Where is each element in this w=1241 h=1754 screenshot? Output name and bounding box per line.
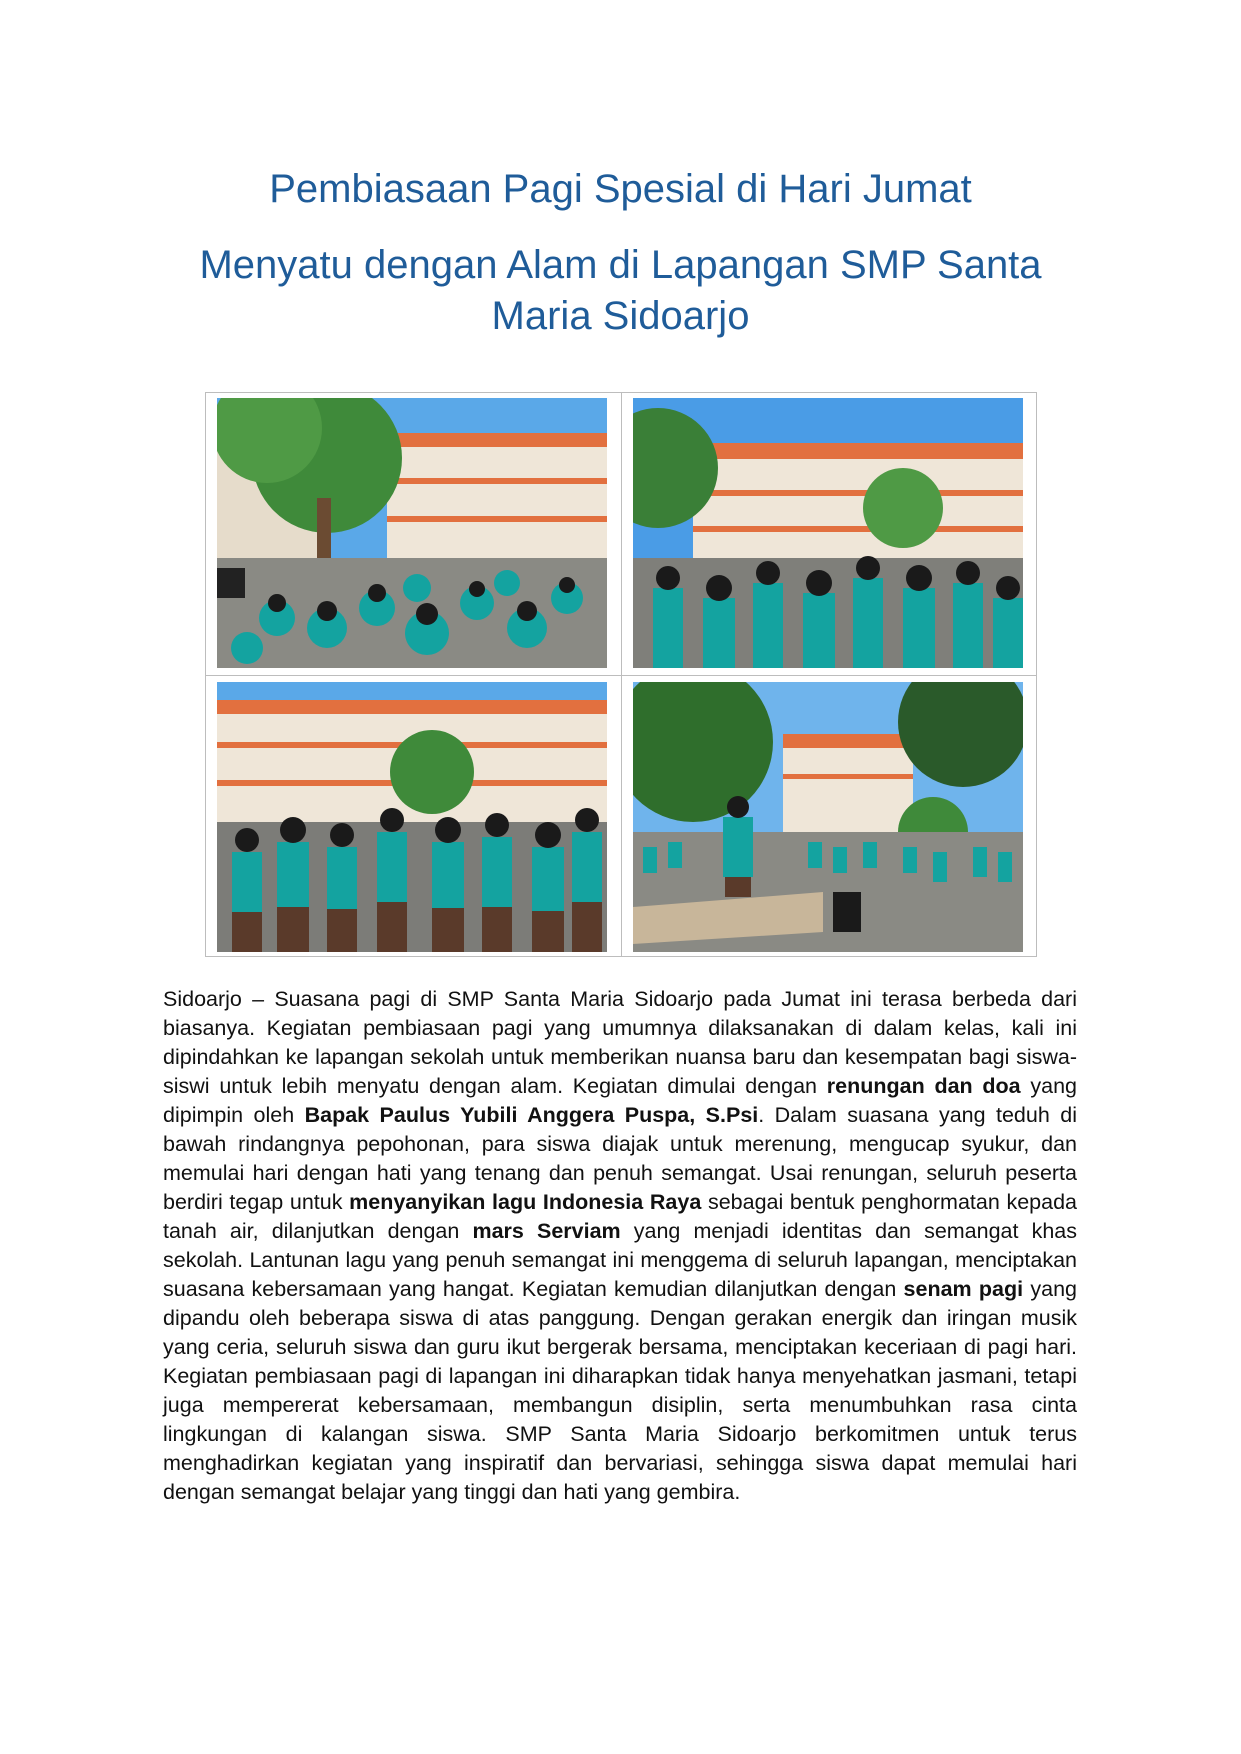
body-text-5: yang menjadi identitas dan semangat khas sekolah. Lantunan lagu yang penuh semangat ini menggema di seluruh lapangan, menciptakan suasana kebersamaan yang hangat. Kegiatan kemudian dilanjutkan dengan	[163, 1219, 1078, 1301]
body-text-3: . Dalam suasana yang teduh di bawah rindangnya pepohonan, para siswa diajak untuk merenung, mengucap syukur, dan memulai hari dengan hati yang tenang dan penuh semangat. Usai renungan, seluruh peserta berdiri tegap untuk	[163, 1103, 1077, 1214]
body-text-1: Sidoarjo – Suasana pagi di SMP Santa Maria Sidoarjo pada Jumat ini terasa berbeda dari biasanya. Kegiatan pembiasaan pagi yang umumnya dilaksanakan di dalam kelas, kali ini dipindahkan ke lapangan sekolah untuk memberikan nuansa baru dan kesempatan bagi siswa-siswi untuk lebih menyatu dengan alam. Kegiatan dimulai dengan	[163, 987, 1077, 1098]
article-body	[163, 985, 1077, 1507]
photo-students-standing	[633, 398, 1023, 668]
body-text-2: yang dipimpin oleh	[163, 1074, 1078, 1127]
article-title: Pembiasaan Pagi Spesial di Hari Jumat	[269, 167, 972, 211]
grid-divider-horizontal	[206, 675, 1036, 676]
article-subtitle: Menyatu dengan Alam di Lapangan SMP Santa Maria Sidoarjo	[199, 243, 1042, 338]
photo-students-seated	[217, 398, 607, 668]
photo-morning-exercise	[633, 682, 1023, 952]
body-bold-senam-pagi: senam pagi	[903, 1277, 1024, 1301]
body-bold-mars-serviam: mars Serviam	[472, 1219, 621, 1243]
photo-grid	[205, 392, 1037, 957]
body-text-6: yang dipandu oleh beberapa siswa di atas panggung. Dengan gerakan energik dan iringan musik yang ceria, seluruh siswa dan guru ikut bergerak bersama, menciptakan keceriaan di pagi hari. Kegiatan pembiasaan pagi di lapangan ini diharapkan tidak hanya menyehatkan jasmani, tetapi juga mempererat kebersamaan, membangun disiplin, serta menumbuhkan rasa cinta lingkungan di kalangan siswa. SMP Santa Maria Sidoarjo berkomitmen untuk terus menghadirkan kegiatan yang inspiratif dan bervariasi, sehingga siswa dapat memulai hari dengan semangat belajar yang tinggi dan hati yang gembira.	[163, 1277, 1077, 1504]
body-bold-leader-name: Bapak Paulus Yubili Anggera Puspa, S.Psi	[304, 1103, 759, 1127]
body-bold-indonesia-raya: menyanyikan lagu Indonesia Raya	[349, 1190, 702, 1214]
body-bold-renungan: renungan dan doa	[826, 1074, 1021, 1098]
body-text-4: sebagai bentuk penghormatan kepada tanah air, dilanjutkan dengan	[163, 1190, 1077, 1243]
photo-students-saluting	[217, 682, 607, 952]
